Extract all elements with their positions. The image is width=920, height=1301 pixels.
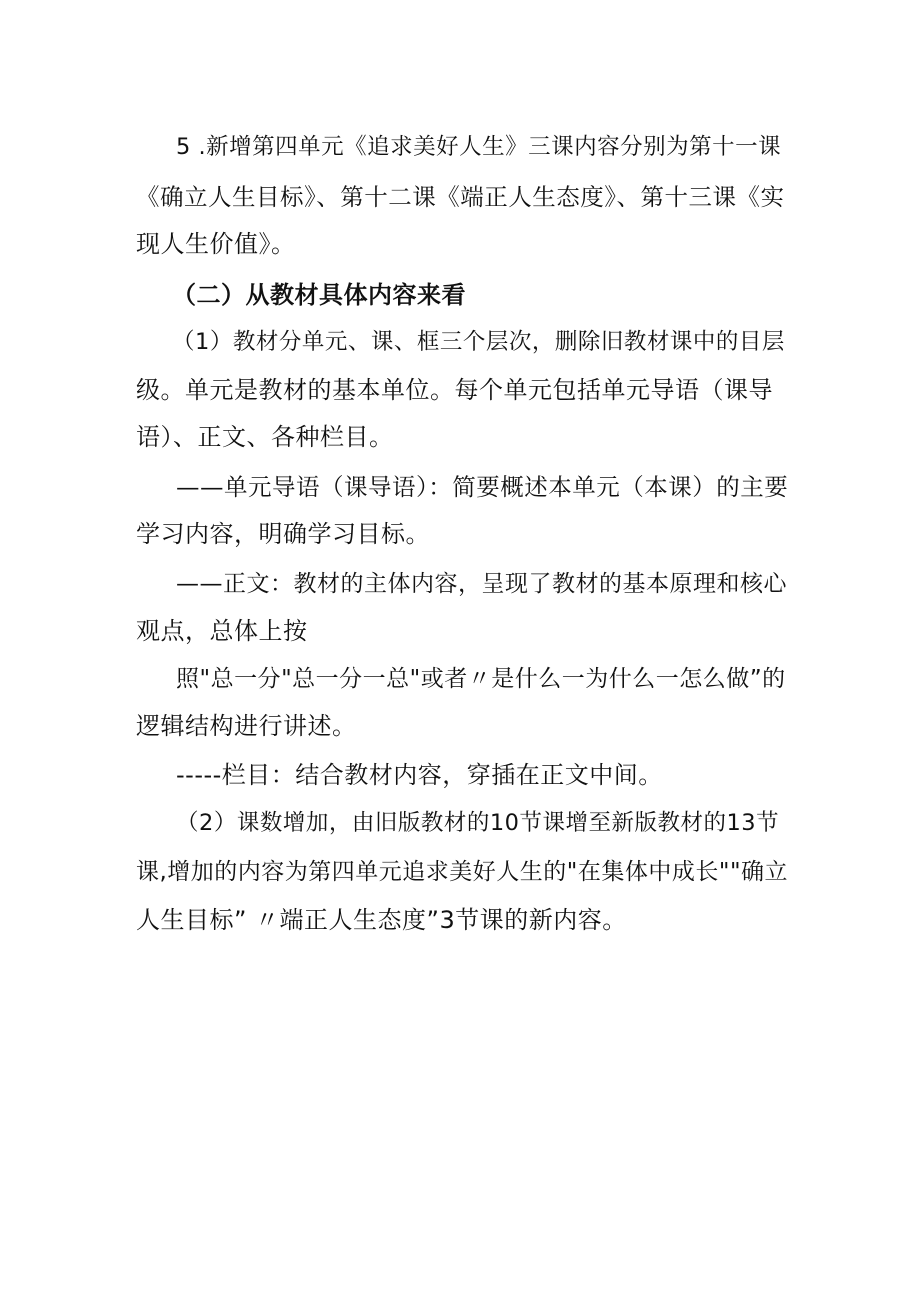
unit-intro-line1: ——单元导语（课导语）：简要概述本单元（本课）的主要 [176, 473, 789, 501]
unit-intro-line2: 学习内容，明确学习目标。 [136, 520, 430, 548]
main-text-line4: 逻辑结构进行讲述。 [136, 712, 357, 740]
main-text-line2: 观点，总体上按 [136, 617, 308, 645]
item5-line3: 现人生价值》。 [136, 230, 296, 258]
main-text-line1: ——正文：教材的主体内容，呈现了教材的基本原理和核心 [176, 571, 787, 597]
item5-line1: 5 .新增第四单元《追求美好人生》三课内容分别为第十一课 [176, 134, 782, 160]
section-heading: （二）从教材具体内容来看 [172, 281, 466, 309]
point1-line3: 语）、正文、各种栏目。 [136, 423, 394, 451]
point1-line2: 级。单元是教材的基本单位。每个单元包括单元导语（课导 [136, 376, 773, 404]
point2-line3: 人生目标” 〃端正人生态度”3节课的新内容。 [136, 906, 627, 934]
point2-line1: （2）课数增加，由旧版教材的10节课增至新版教材的13节 [176, 810, 780, 836]
item5-line2: 《确立人生目标》、第十二课《端正人生态度》、第十三课《实 [136, 183, 785, 211]
point1-line1: （1）教材分单元、课、框三个层次，删除旧教材课中的目层 [172, 329, 785, 355]
main-text-line3: 照"总一分"总一分一总"或者〃是什么一为什么一怎么做”的 [176, 666, 786, 692]
columns-line1: -----栏目：结合教材内容，穿插在正文中间。 [176, 761, 663, 789]
point2-line2: 课,增加的内容为第四单元追求美好人生的"在集体中成长""确立 [136, 859, 789, 885]
